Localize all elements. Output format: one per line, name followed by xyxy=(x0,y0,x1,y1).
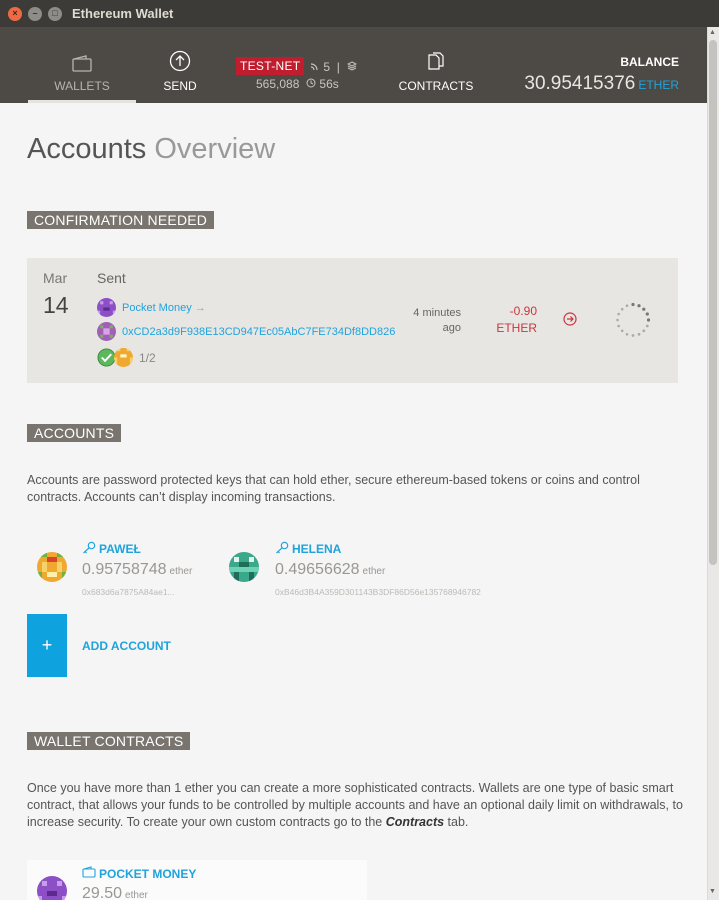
scroll-up-arrow-icon[interactable]: ▲ xyxy=(709,29,716,36)
page-title xyxy=(27,133,275,166)
contract-balance-unit: ether xyxy=(125,890,148,900)
page-title-main: Accounts xyxy=(27,133,147,165)
wallet-contracts-description xyxy=(27,780,687,831)
block-number: 565,088 xyxy=(256,77,300,91)
wallet-icon xyxy=(82,866,96,881)
window-titlebar xyxy=(0,0,719,27)
account-balance-pawel-unit: ether xyxy=(169,566,193,577)
pocket-money-identicon xyxy=(97,298,116,317)
tx-time-line1: 4 minutes xyxy=(413,307,461,319)
helena-identicon xyxy=(229,552,259,582)
pawel-identicon xyxy=(37,552,67,582)
layers-icon xyxy=(347,60,357,74)
nav-contracts[interactable] xyxy=(392,27,480,103)
nav-send-label: SEND xyxy=(163,79,197,93)
tx-time-line2: ago xyxy=(442,322,461,334)
account-balance-helena-unit: ether xyxy=(362,566,386,577)
window-minimize-button[interactable]: – xyxy=(28,7,42,21)
outgoing-arrow-icon xyxy=(563,312,577,331)
peer-count-value: 5 xyxy=(323,60,331,74)
scrollbar-thumb[interactable] xyxy=(709,40,717,565)
contract-balance-pocket-money xyxy=(82,885,148,900)
tx-to xyxy=(97,322,395,341)
account-name-helena-text: HELENA xyxy=(292,542,342,556)
tx-arrow-right-icon: → xyxy=(194,301,206,314)
contract-name-pocket-money xyxy=(82,866,196,881)
page-title-sub: Overview xyxy=(154,133,276,165)
nav-wallets[interactable] xyxy=(28,27,136,103)
nav-wallets-label: WALLETS xyxy=(54,79,110,93)
peer-count xyxy=(310,60,357,74)
account-name-pawel-text: PAWEŁ xyxy=(99,542,141,556)
pending-transaction-row[interactable] xyxy=(27,258,678,383)
wallet-contracts-description-end: tab. xyxy=(444,815,469,829)
status-separator: | xyxy=(336,60,340,74)
tx-month: Mar xyxy=(43,270,68,286)
testnet-badge: TEST-NET xyxy=(236,57,304,75)
wallet-contracts-section-heading: WALLET CONTRACTS xyxy=(27,732,190,750)
tx-confirmations xyxy=(97,348,156,367)
balance-unit: ETHER xyxy=(638,78,679,92)
add-account-button[interactable]: + xyxy=(27,614,67,677)
key-icon xyxy=(82,541,96,557)
account-name-helena xyxy=(275,541,341,557)
loading-spinner-icon xyxy=(615,302,651,343)
account-address-helena: 0xB46d3B4A359D301143B3DF86D56e135768946782 xyxy=(275,587,481,597)
scroll-down-arrow-icon[interactable]: ▼ xyxy=(709,888,716,895)
add-account-link[interactable]: ADD ACCOUNT xyxy=(82,639,171,653)
account-name-pawel xyxy=(82,541,141,557)
accounts-description: Accounts are password protected keys that can hold ether, secure ethereum-based tokens or coins and control contracts. Accounts can’t display incoming transactions. xyxy=(27,473,640,504)
block-info xyxy=(256,77,339,91)
send-arrow-icon xyxy=(169,50,191,75)
window-title: Ethereum Wallet xyxy=(72,6,174,21)
balance-amount: 30.95415376 xyxy=(524,73,636,94)
account-balance-helena-value: 0.49656628 xyxy=(275,561,360,578)
tx-from xyxy=(97,298,206,317)
contract-name-pocket-money-text: POCKET MONEY xyxy=(99,866,197,881)
signer-identicon xyxy=(114,348,133,367)
nav-contracts-label: CONTRACTS xyxy=(398,79,474,93)
accounts-section-heading: ACCOUNTS xyxy=(27,424,121,442)
contract-card-pocket-money[interactable] xyxy=(27,860,367,900)
tx-to-address-link[interactable]: 0xCD2a3d9F938E13CD947Ec05AbC7FE734Df8DD826 xyxy=(122,325,396,338)
balance-total xyxy=(524,73,679,95)
account-balance-pawel-value: 0.95758748 xyxy=(82,561,167,578)
tx-amount-unit: ETHER xyxy=(496,321,537,335)
clock-icon xyxy=(306,77,316,91)
time-since-block: 56s xyxy=(319,77,339,91)
recipient-identicon xyxy=(97,322,116,341)
account-balance-helena xyxy=(275,561,385,579)
key-icon xyxy=(275,541,289,557)
account-balance-pawel xyxy=(82,561,192,579)
pocket-money-contract-identicon xyxy=(37,876,67,900)
tx-time xyxy=(395,306,461,336)
nav-send[interactable] xyxy=(150,27,210,103)
contracts-icon xyxy=(425,52,447,75)
signal-icon xyxy=(310,60,323,74)
contract-balance-value: 29.50 xyxy=(82,885,123,900)
confirmation-count: 1/2 xyxy=(139,350,156,365)
contracts-tab-link[interactable]: Contracts xyxy=(385,815,445,829)
window-maximize-button[interactable]: □ xyxy=(48,7,62,21)
app-header xyxy=(0,27,707,103)
confirmation-section-heading: CONFIRMATION NEEDED xyxy=(27,211,214,229)
balance-label: BALANCE xyxy=(620,55,679,69)
tx-from-link[interactable]: Pocket Money xyxy=(122,301,192,314)
wallet-contracts-description-text: Once you have more than 1 ether you can create a more sophisticated contracts. Wallets are one type of basic smart contract, that allows your funds to be controlled by multiple accounts and have an optional daily limit on withdrawals, to increase security. To create your own custom contracts go to the xyxy=(27,781,683,829)
tx-day: 14 xyxy=(43,292,69,318)
account-address-pawel: 0x683d6a7875A84ae1... xyxy=(82,587,175,597)
wallet-icon xyxy=(71,54,93,75)
tx-type: Sent xyxy=(97,270,126,286)
window-close-button[interactable]: × xyxy=(8,7,22,21)
tx-amount: -0.90 xyxy=(509,304,537,318)
